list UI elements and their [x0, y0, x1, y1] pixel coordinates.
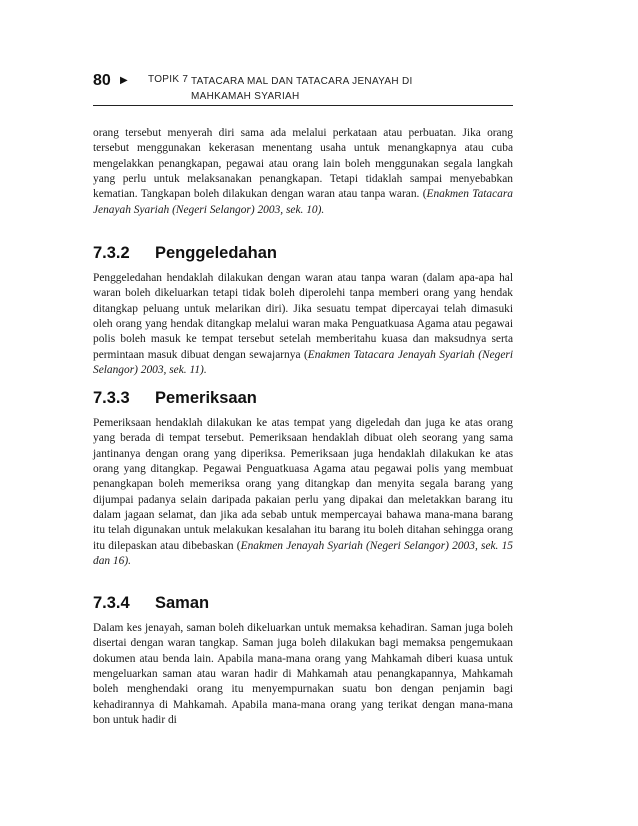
triangle-arrow-icon: ▶ — [120, 75, 128, 86]
intro-paragraph — [93, 126, 513, 218]
chapter-title — [191, 74, 413, 104]
section-citation: Enakmen Jenayah Syariah (Negeri Selangor) 2003, sek. 15 dan 16). — [93, 539, 514, 568]
running-header — [93, 69, 513, 106]
chapter-title-line-2: MAHKAMAH SYARIAH — [191, 91, 300, 102]
section-paragraph-saman — [93, 621, 513, 728]
section-text: Pemeriksaan hendaklah dilakukan ke atas tempat yang digeledah dan juga ke atas orang yang berada di tempat tersebut. Pemeriksaan hendaklah dibuat oleh seorang yang sama jantinanya dengan orang yang diperiksa. Pemeriksaan juga hendaklah dilakukan ke atas orang yang ditangkap. Pegawai Penguatkuasa Agama atau pegawai polis yang membuat penangkapan boleh memeriksa orang yang ditangkap dan menyita segala barang yang dijumpai padanya selain daripada pakaian perlu yang dipakai dan meletakkan barang itu dalam jagaan selamat, dan jika ada sebab untuk mempercayai bahawa mana-mana barang itu telah digunakan untuk melakukan kesalahan itu barang itu boleh ditahan sehingga orang itu dilepaskan atau dibebaskan ( — [93, 417, 513, 552]
intro-text: orang tersebut menyerah diri sama ada melalui perkataan atau perbuatan. Jika orang tersebut menggunakan kekerasan menentang usaha untuk menangkapnya atau cuba mengelakkan penangkapan, pegawai atau orang lain boleh menggunakan segala langkah yang perlu untuk melaksanakan penangkapan. Tetapi tidaklah sampai menyebabkan kematian. Tangkapan boleh dilakukan dengan waran atau tanpa waran. ( — [93, 127, 513, 201]
intro-citation: Enakmen Tatacara Jenayah Syariah (Negeri Selangor) 2003, sek. 10). — [93, 188, 514, 216]
section-number: 7.3.4 — [93, 594, 130, 612]
section-heading-7-3-2 — [93, 244, 277, 263]
section-title: Pemeriksaan — [155, 389, 257, 407]
topic-label: TOPIK 7 — [148, 74, 189, 85]
section-citation: Enakmen Tatacara Jenayah Syariah (Negeri Selangor) 2003, sek. 11). — [93, 348, 513, 377]
section-text: Dalam kes jenayah, saman boleh dikeluarkan untuk memaksa kehadiran. Saman juga boleh disertai dengan waran tangkap. Saman juga boleh dilakukan bagi memaksa pengemukaan dokumen atau benda lain. Apabila mana-mana orang yang Mahkamah diberi kuasa untuk mengeluarkan saman atau waran hadir di Mahkamah atau penangkapannya, Mahkamah boleh menghendaki orang itu menyempurnakan suatu bon dengan penjamin bagi kehadirannya di Mahkamah. Apabila mana-mana orang yang terikat dengan mana-mana bon untuk hadir di — [93, 622, 513, 727]
section-heading-7-3-3 — [93, 389, 257, 408]
section-title: Saman — [155, 594, 210, 612]
section-heading-7-3-4 — [93, 594, 209, 613]
section-number: 7.3.3 — [93, 389, 130, 407]
section-paragraph-penggeledahan — [93, 271, 513, 378]
section-number: 7.3.2 — [93, 244, 130, 262]
page-number: 80 — [93, 72, 111, 89]
section-text: Penggeledahan hendaklah dilakukan dengan waran atau tanpa waran (dalam apa-apa hal waran boleh dikeluarkan tetapi tidak boleh diperolehi tanpa memberi orang yang hendak ditangkap peluang untuk melarikan diri). Jika sesuatu tempat dipercayai telah dimasuki oleh orang yang hendak ditangkap melalui waran maka Penguatkuasa Agama atau pegawai polis boleh masuk ke tempat tersebut setelah memberitahu kuasa dan maksudnya serta permintaan masuk dibuat dengan sewajarnya ( — [93, 272, 513, 361]
chapter-title-line-1: TATACARA MAL DAN TATACARA JENAYAH DI — [191, 76, 413, 87]
section-title: Penggeledahan — [155, 244, 277, 262]
section-paragraph-pemeriksaan — [93, 416, 513, 569]
